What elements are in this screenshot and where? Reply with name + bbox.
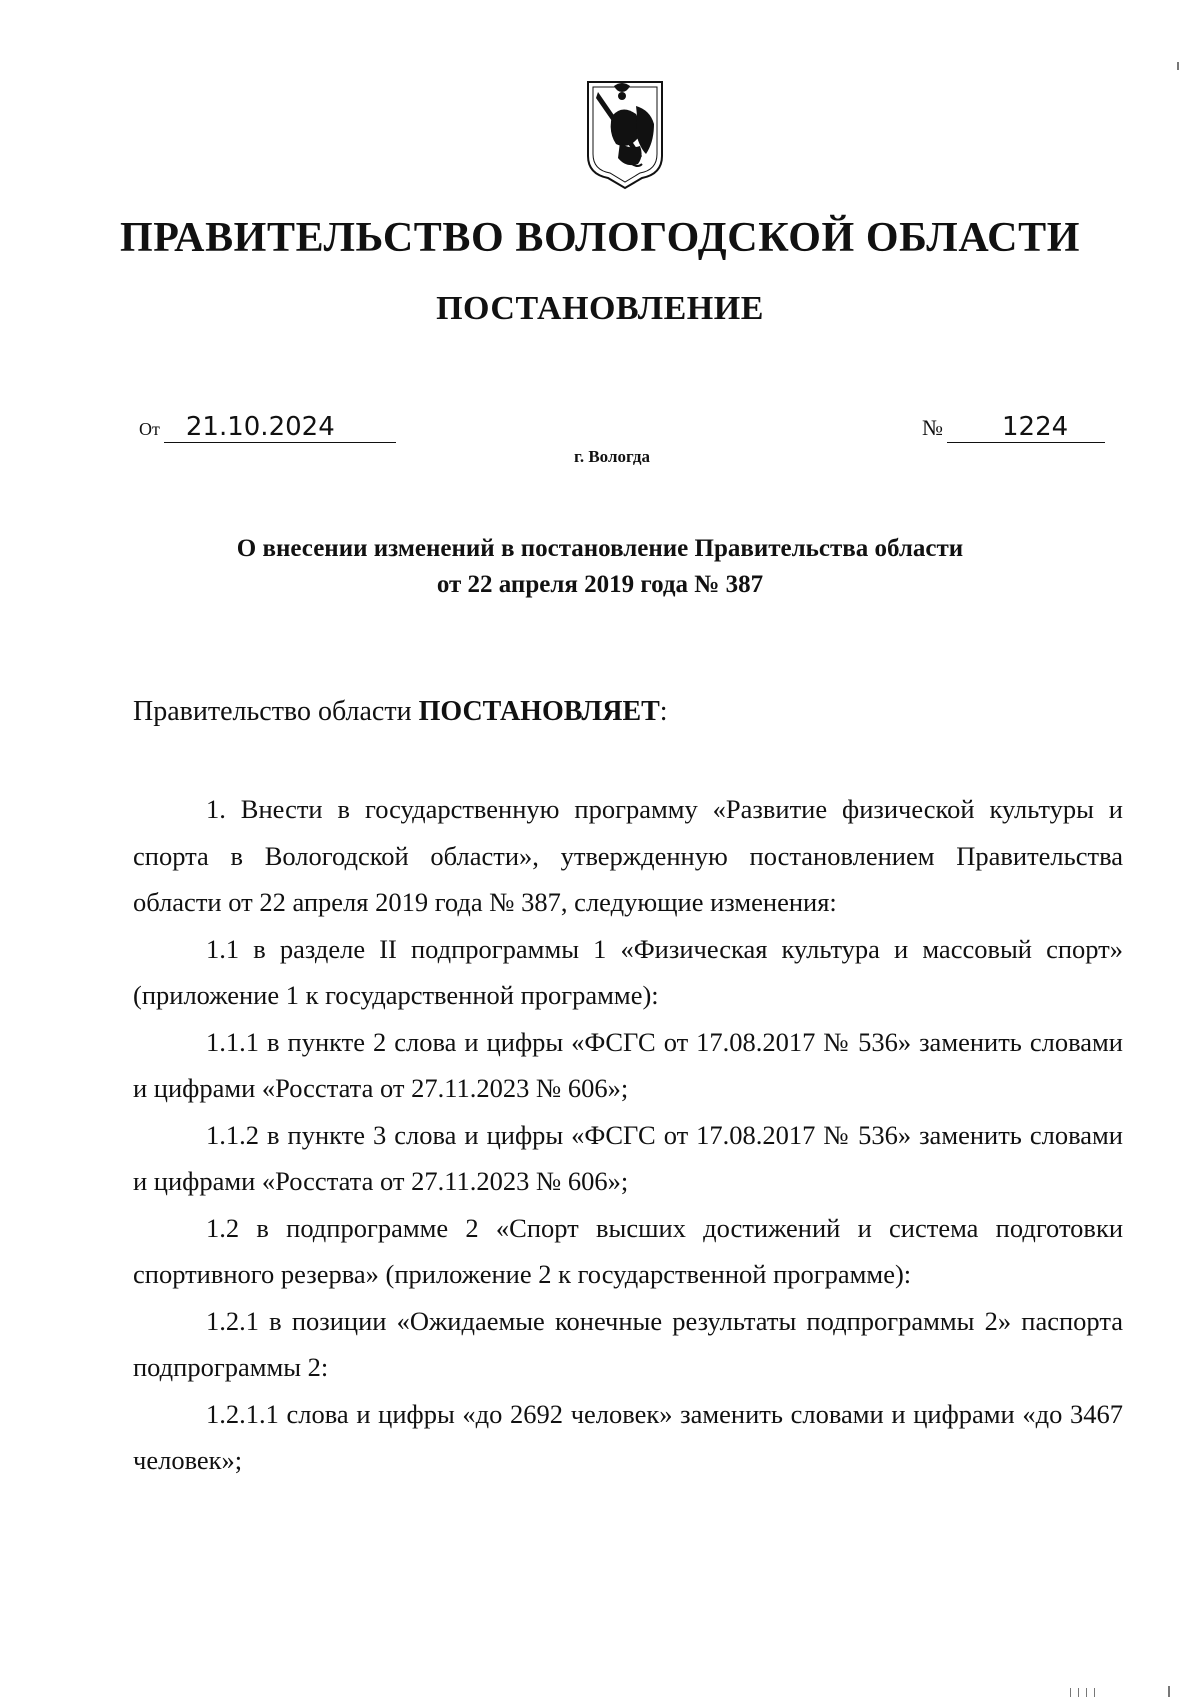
scan-mark [1177,62,1179,70]
city: г. Вологда [574,447,650,466]
preamble [133,696,668,728]
paragraph: 1.2.1.1 слова и цифры «до 2692 человек» заменить словами и цифрами «до 3467 человек»; [133,1398,1123,1475]
scan-mark [1070,1688,1071,1697]
document-body [133,786,1123,1484]
date-field [139,412,396,443]
paragraph: 1.2 в подпрограмме 2 «Спорт высших достижений и система подготовки спортивного резерва» (приложение 2 к государственной программе): [133,1212,1123,1289]
coat-of-arms-icon [584,78,666,190]
scan-mark [1168,1686,1170,1697]
number-label: № [922,415,943,440]
scan-mark [1086,1688,1087,1697]
paragraph: 1. Внести в государственную программу «Развитие физической культуры и спорта в Вологодской области», утвержденную постановлением Правительства области от 22 апреля 2019 года № 387, следующие изменения: [133,794,1123,917]
number-value: 1224 [947,412,1105,443]
paragraph: 1.1.2 в пункте 3 слова и цифры «ФСГС от 17.08.2017 № 536» заменить словами и цифрами «Росстата от 27.11.2023 № 606»; [133,1119,1123,1196]
paragraph: 1.1.1 в пункте 2 слова и цифры «ФСГС от 17.08.2017 № 536» заменить словами и цифрами «Росстата от 27.11.2023 № 606»; [133,1026,1123,1103]
document-subject [0,531,1200,603]
document-type-title: ПОСТАНОВЛЕНИЕ [436,290,764,327]
preamble-colon: : [659,696,668,727]
date-label: От [139,419,160,439]
scan-mark [1094,1688,1095,1697]
scan-mark [1078,1688,1079,1697]
number-field [922,412,1105,443]
organization-title: ПРАВИТЕЛЬСТВО ВОЛОГОДСКОЙ ОБЛАСТИ [119,215,1080,261]
subject-line-1: О внесении изменений в постановление Правительства области [236,535,964,562]
date-value: 21.10.2024 [164,412,396,443]
preamble-text: Правительство области [133,696,419,727]
paragraph: 1.1 в разделе II подпрограммы 1 «Физическая культура и массовый спорт» (приложение 1 к государственной программе): [133,933,1123,1010]
subject-line-2: от 22 апреля 2019 года № 387 [436,571,764,598]
paragraph: 1.2.1 в позиции «Ожидаемые конечные результаты подпрограммы 2» паспорта подпрограммы 2: [133,1305,1123,1382]
decree-word: ПОСТАНОВЛЯЕТ [418,696,660,727]
